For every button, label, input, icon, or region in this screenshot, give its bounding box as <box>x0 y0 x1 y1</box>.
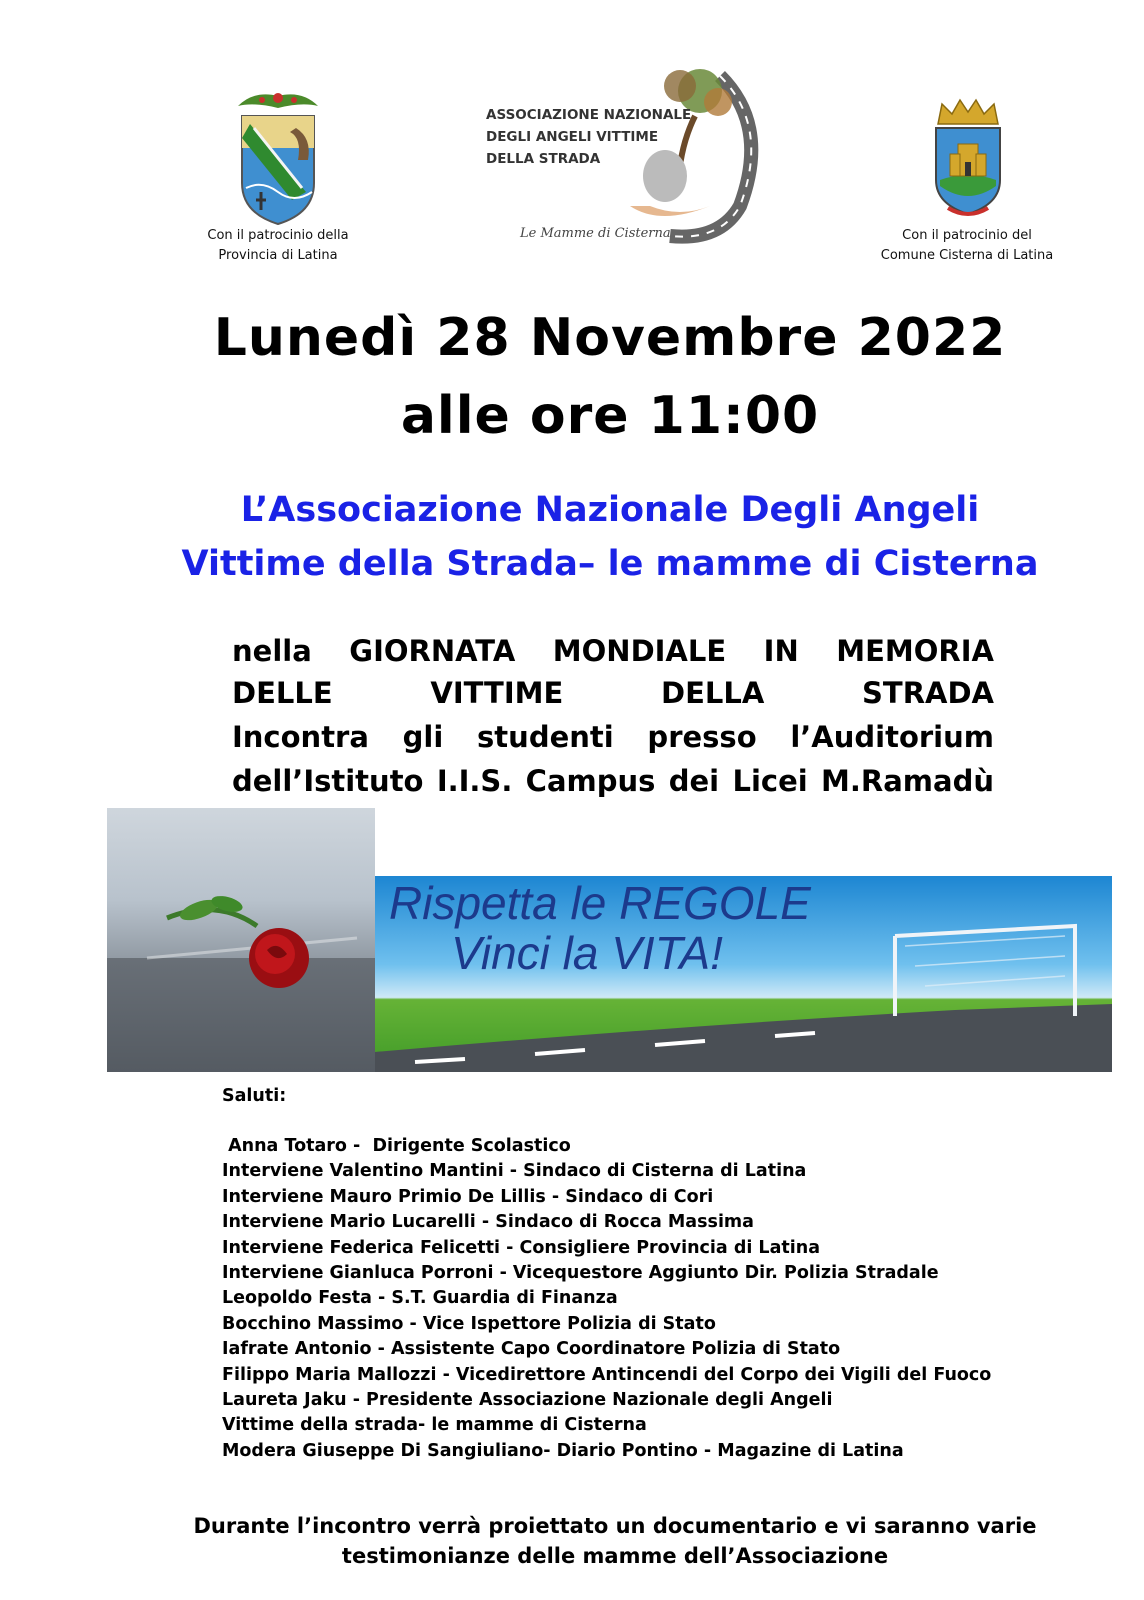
description-line-3: Incontra gli studenti presso l’Auditorium <box>232 720 994 754</box>
logo-line-2: DEGLI ANGELI VITTIME <box>486 129 659 145</box>
footer-line-2: testimonianze delle mamme dell’Associazione <box>341 1544 889 1568</box>
logo-caption: Le Mamme di Cisterna <box>520 226 671 241</box>
list-item: Interviene Federica Felicetti - Consigliere Provincia di Latina <box>222 1237 821 1258</box>
description-line-2: DELLE VITTIME DELLA STRADA <box>232 676 994 710</box>
list-item: Bocchino Massimo - Vice Ispettore Polizia di Stato <box>222 1313 716 1334</box>
rose-on-road-photo <box>107 808 375 1072</box>
list-item: Anna Totaro - Dirigente Scolastico <box>222 1136 571 1156</box>
slogan-banner <box>375 876 1112 1072</box>
list-item: Laureta Jaku - Presidente Associazione Nazionale degli Angeli <box>222 1390 833 1411</box>
list-item: Interviene Mauro Primio De Lillis - Sindaco di Cori <box>222 1186 714 1207</box>
slogan-line-2: Vinci la VITA! <box>451 927 723 979</box>
event-time: alle ore 11:00 <box>400 386 820 446</box>
footer-line-1: Durante l’incontro verrà proiettato un documentario e vi saranno varie <box>193 1514 1037 1538</box>
program-heading: Saluti: <box>222 1086 287 1106</box>
provincia-latina-crest <box>232 88 324 228</box>
comune-cisterna-crest <box>928 96 1008 220</box>
description-line-4: dell’Istituto I.I.S. Campus dei Licei M.Ramadù <box>232 764 994 798</box>
list-item: Vittime della strada- le mamme di Cisterna <box>222 1415 647 1436</box>
list-item: Modera Giuseppe Di Sangiuliano- Diario Pontino - Magazine di Latina <box>222 1440 904 1461</box>
event-date: Lunedì 28 Novembre 2022 <box>213 308 1007 368</box>
association-logo <box>480 56 760 246</box>
program-list <box>222 1134 1122 1464</box>
logo-line-1: ASSOCIAZIONE NAZIONALE <box>486 107 692 123</box>
list-item: Filippo Maria Mallozzi - Vicedirettore Antincendi del Corpo dei Vigili del Fuoco <box>222 1364 992 1385</box>
list-item: Interviene Mario Lucarelli - Sindaco di Rocca Massima <box>222 1212 754 1233</box>
organizer-line-1: L’Associazione Nazionale Degli Angeli <box>240 490 980 530</box>
list-item: Interviene Valentino Mantini - Sindaco di Cisterna di Latina <box>222 1161 807 1182</box>
logo-line-3: DELLA STRADA <box>486 151 601 167</box>
list-item: Interviene Gianluca Porroni - Vicequestore Aggiunto Dir. Polizia Stradale <box>222 1263 939 1284</box>
list-item: Leopoldo Festa - S.T. Guardia di Finanza <box>222 1288 618 1309</box>
right-patronage-caption: Con il patrocinio del Comune Cisterna di Latina <box>880 228 1054 263</box>
list-item: Iafrate Antonio - Assistente Capo Coordinatore Polizia di Stato <box>222 1339 841 1360</box>
description-line-1: nella GIORNATA MONDIALE IN MEMORIA <box>232 634 994 668</box>
slogan-line-1: Rispetta le REGOLE <box>389 877 811 929</box>
left-patronage-caption: Con il patrocinio della Provincia di Latina <box>207 228 349 263</box>
organizer-line-2: Vittime della Strada– le mamme di Cisterna <box>181 544 1039 584</box>
